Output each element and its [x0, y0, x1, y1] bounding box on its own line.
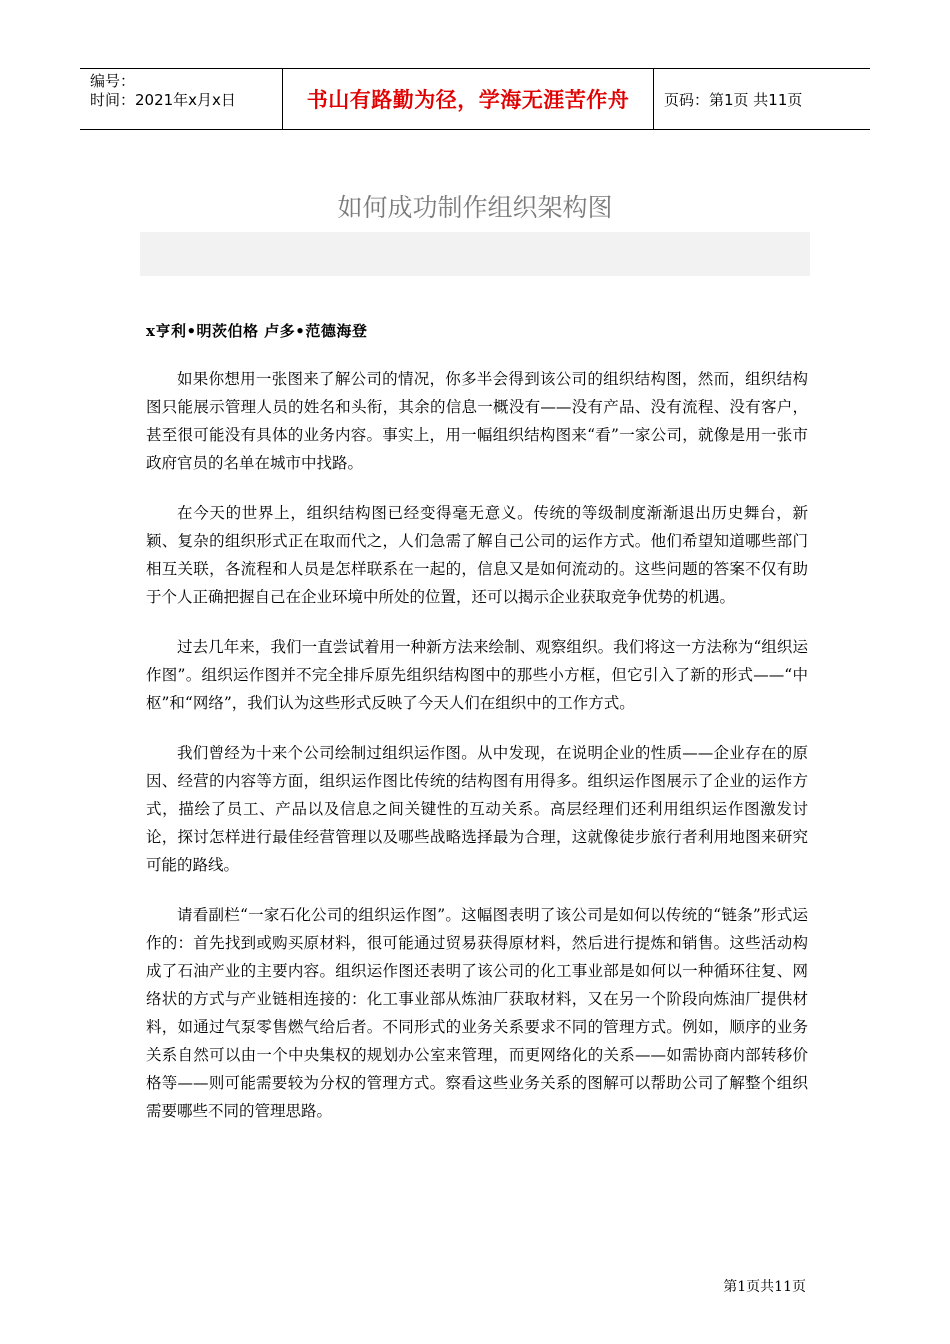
document-body: [146, 365, 808, 1147]
document-number-label: 编号：: [90, 72, 136, 90]
body-paragraph: 如果你想用一张图来了解公司的情况，你多半会得到该公司的组织结构图，然而，组织结构图只能展示管理人员的姓名和头衔，其余的信息一概没有——没有产品、没有流程、没有客户，甚至很可能没有具体的业务内容。事实上，用一幅组织结构图来“看”一家公司，就像是用一张市政府官员的名单在城市中找路。: [146, 370, 808, 472]
page-header: [80, 68, 870, 130]
document-time-label: 时间：2021年x月x日: [90, 91, 236, 109]
body-paragraph: 请看副栏“一家石化公司的组织运作图”。这幅图表明了该公司是如何以传统的“链条”形式运作的：首先找到或购买原材料，很可能通过贸易获得原材料，然后进行提炼和销售。这些活动构成了石油产业的主要内容。组织运作图还表明了该公司的化工事业部是如何以一种循环往复、网络状的方式与产业链相连接的：化工事业部从炼油厂获取材料，又在另一个阶段向炼油厂提供材料，如通过气泵零售燃气给后者。不同形式的业务关系要求不同的管理方式。例如，顺序的业务关系自然可以由一个中央集权的规划办公室来管理，而更网络化的关系——如需协商内部转移价格等——则可能需要较为分权的管理方式。察看这些业务关系的图解可以帮助公司了解整个组织需要哪些不同的管理思路。: [146, 906, 808, 1120]
header-page-number: 页码：第1页 共11页: [664, 90, 803, 109]
footer-page-number: 第1页共11页: [723, 1279, 806, 1295]
body-paragraph: 过去几年来，我们一直尝试着用一种新方法来绘制、观察组织。我们将这一方法称为“组织运作图”。组织运作图并不完全排斥原先组织结构图中的那些小方框，但它引入了新的形式——“中枢”和“网络”，我们认为这些形式反映了今天人们在组织中的工作方式。: [146, 638, 808, 712]
title-banner-background: [140, 232, 810, 276]
document-title: 如何成功制作组织架构图: [337, 193, 613, 222]
document-authors: x亨利•明茨伯格 卢多•范德海登: [146, 322, 368, 340]
header-meta: [80, 69, 282, 129]
body-paragraph: 在今天的世界上，组织结构图已经变得毫无意义。传统的等级制度渐渐退出历史舞台，新颖、复杂的组织形式正在取而代之，人们急需了解自己公司的运作方式。他们希望知道哪些部门相互关联，各流程和人员是怎样联系在一起的，信息又是如何流动的。这些问题的答案不仅有助于个人正确把握自己在企业环境中所处的位置，还可以揭示企业获取竞争优势的机遇。: [146, 504, 808, 606]
header-motto: 书山有路勤为径，学海无涯苦作舟: [282, 69, 654, 129]
body-paragraph: 我们曾经为十来个公司绘制过组织运作图。从中发现，在说明企业的性质——企业存在的原因、经营的内容等方面，组织运作图比传统的结构图有用得多。组织运作图展示了企业的运作方式，描绘了员工、产品以及信息之间关键性的互动关系。高层经理们还利用组织运作图激发讨论，探讨怎样进行最佳经营管理以及哪些战略选择最为合理，这就像徒步旅行者利用地图来研究可能的路线。: [146, 744, 808, 874]
